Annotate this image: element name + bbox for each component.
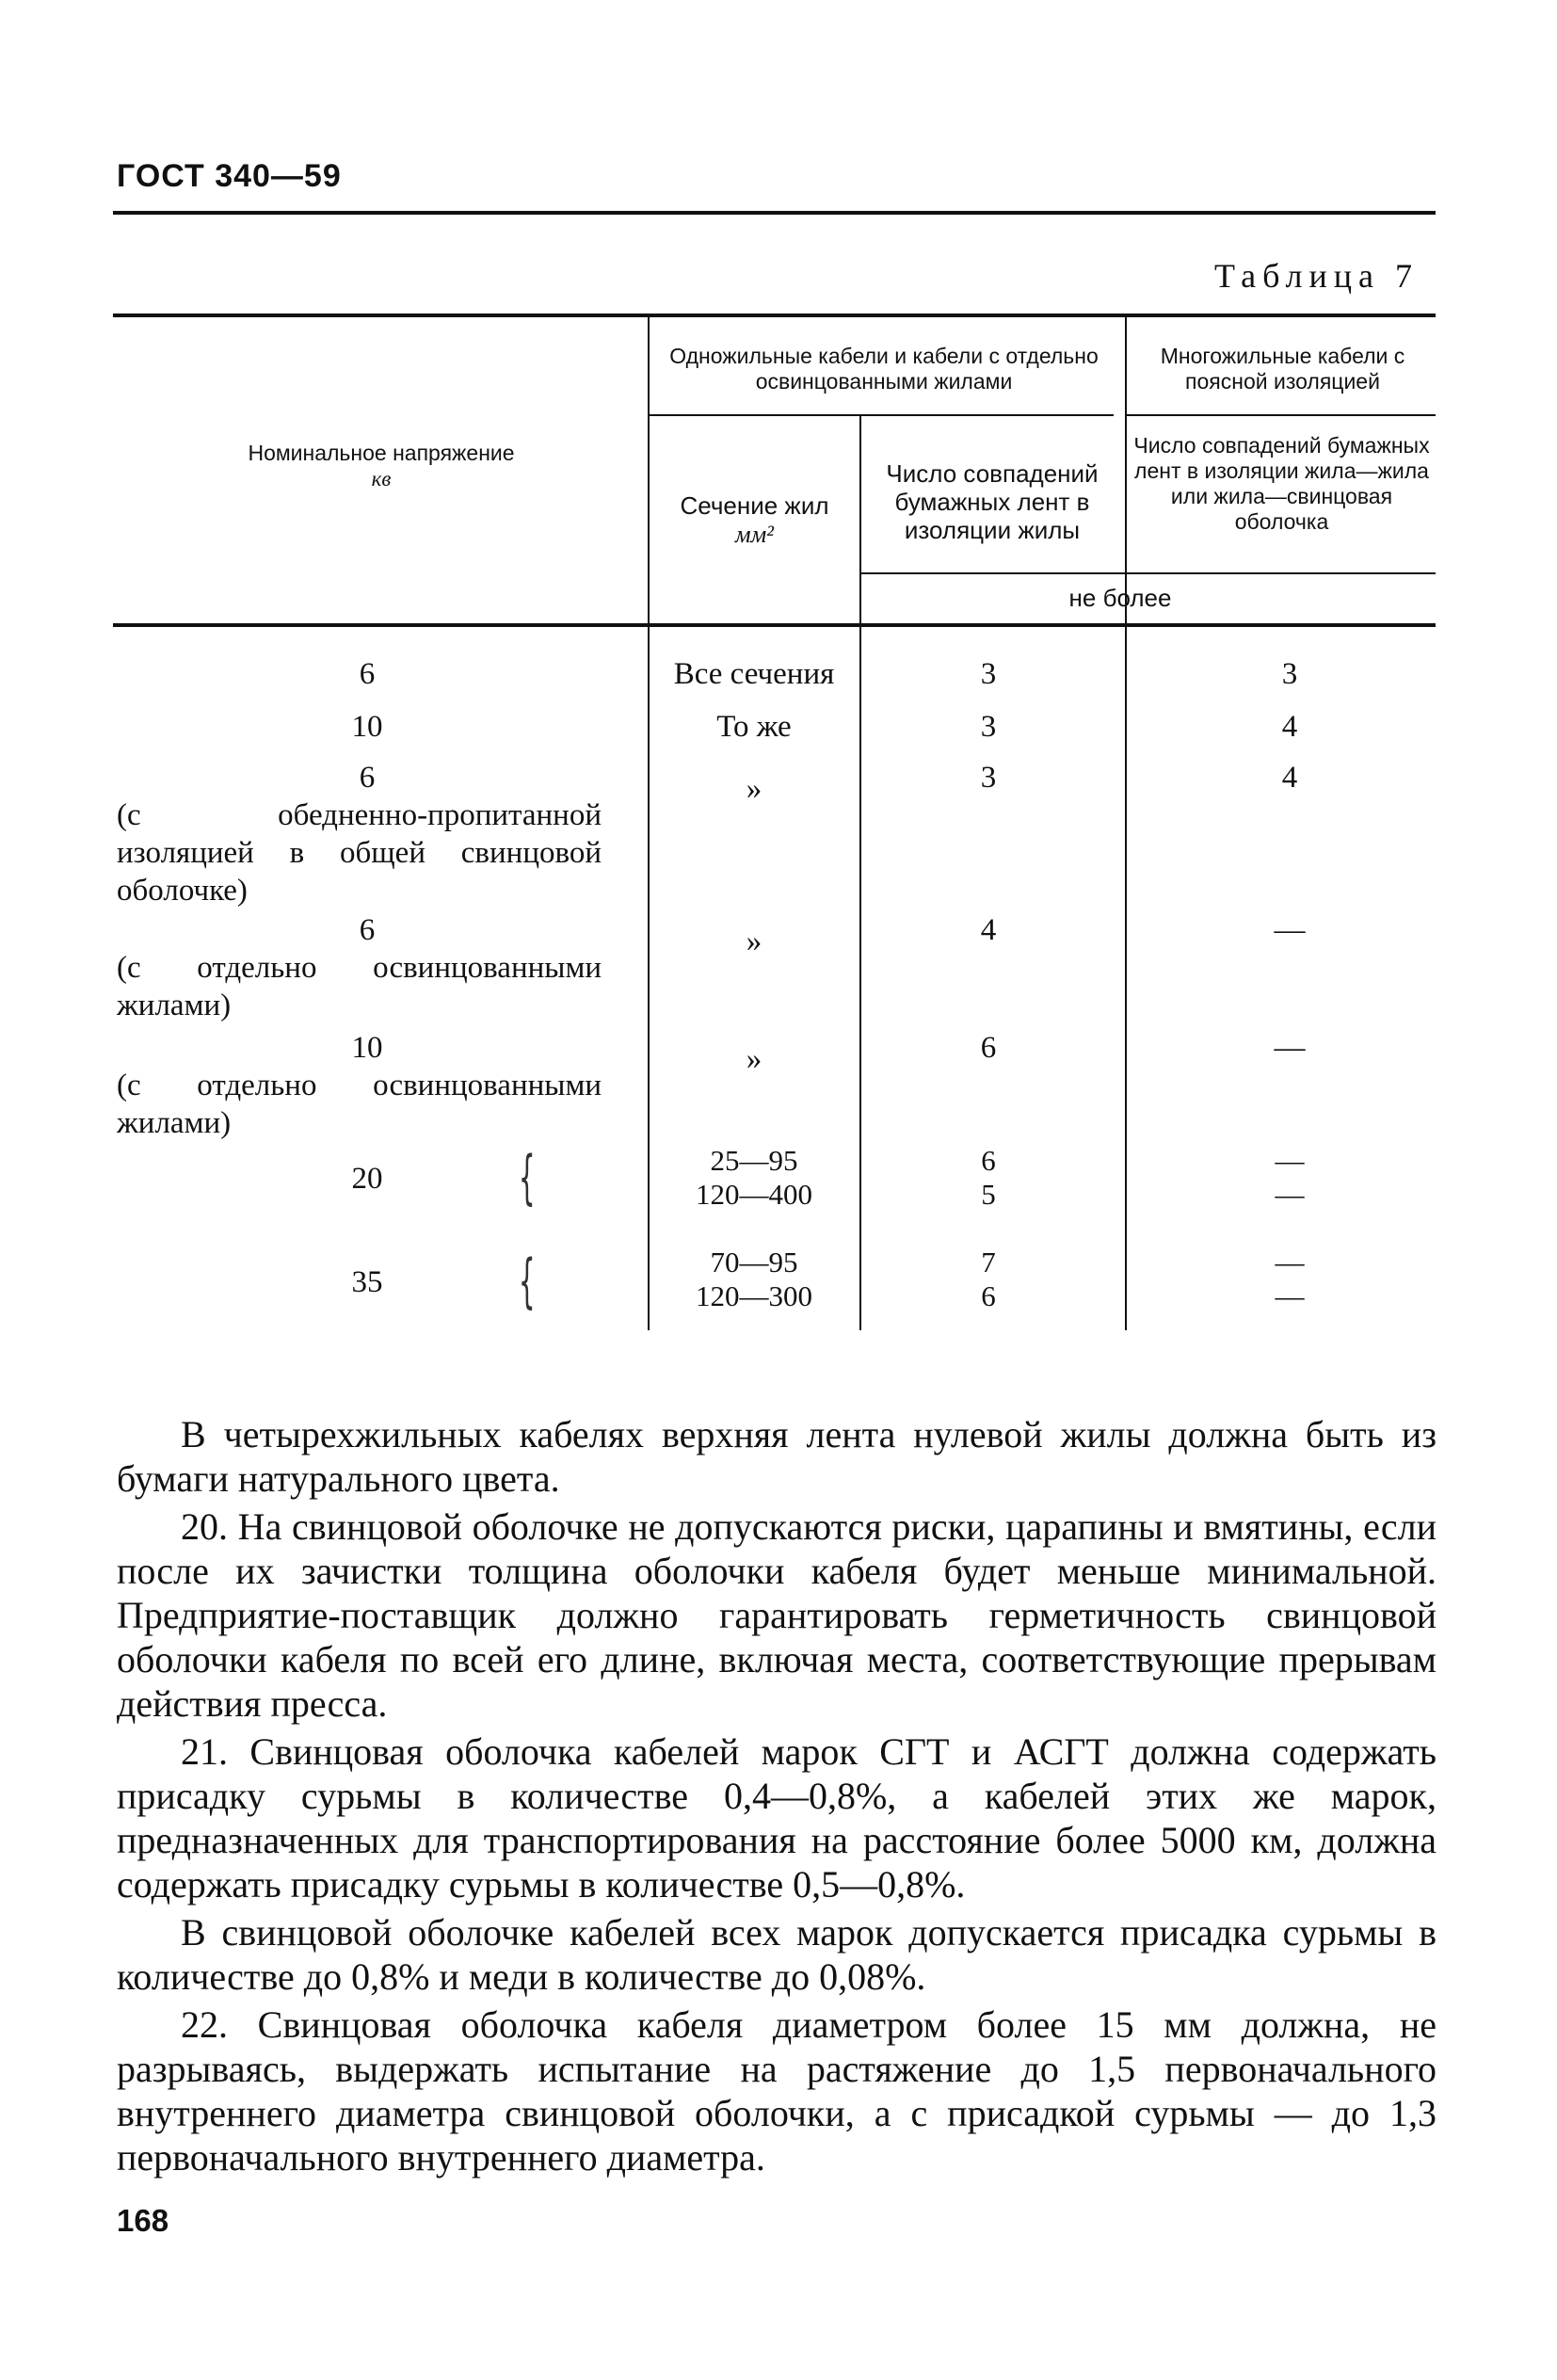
col-header-section-unit: мм² <box>735 521 774 548</box>
row7-brace: { <box>518 1246 536 1315</box>
row7-single-b: 6 <box>981 1279 996 1312</box>
row4-note: (с отдельно освинцованными жилами) <box>117 951 602 1022</box>
row7-section-b: 120—300 <box>696 1279 812 1312</box>
table-top-rule <box>113 314 1436 317</box>
row7-voltage: 35 <box>351 1265 383 1299</box>
row7-single-a: 7 <box>981 1246 996 1278</box>
col-header-not-more: не более <box>1068 584 1172 612</box>
table-label: Таблица 7 <box>1214 257 1419 295</box>
document-header: ГОСТ 340—59 <box>117 158 342 194</box>
row3-multi: 4 <box>1281 761 1298 795</box>
row7-multi-a: — <box>1275 1246 1305 1278</box>
body-text <box>117 1412 1437 2183</box>
row3-single: 3 <box>980 761 997 795</box>
paragraph-5: 22. Свинцовая оболочка кабеля диаметром более 15 мм должна, не разрываясь, выдержать испытание на растяжение до 1,5 первоначального внутреннего диаметра свинцовой оболочки, а с присадкой сурьмы — до 1,3 первоначального внутреннего диаметра. <box>117 2003 1437 2179</box>
col-header-group-multi: Многожильные кабели с поясной изоляцией <box>1160 344 1405 394</box>
row6-single-b: 5 <box>981 1178 996 1211</box>
row6-multi-b: — <box>1275 1178 1305 1211</box>
paragraph-4: В свинцовой оболочке кабелей всех марок допускается присадка сурьмы в количестве до 0,8% и меди в количестве до 0,08%. <box>117 1911 1437 1998</box>
row6-brace: { <box>518 1143 536 1212</box>
header-subrule-notmore <box>861 572 1436 574</box>
row4-multi: — <box>1274 913 1306 947</box>
row1-voltage: 6 <box>359 657 376 691</box>
header-bottom-rule <box>113 623 1436 627</box>
row5-single: 6 <box>980 1031 997 1065</box>
row1-multi: 3 <box>1281 657 1298 691</box>
row7-section-a: 70—95 <box>710 1246 798 1278</box>
row5-voltage: 10 <box>351 1031 383 1065</box>
paragraph-3: 21. Свинцовая оболочка кабелей марок СГТ и АСГТ должна содержать присадку сурьмы в количестве 0,4—0,8%, а кабелей этих же марок, предназначенных для транспортирования на расстояние более 5000 км, должна содержать присадку сурьмы в количестве 0,5—0,8%. <box>117 1730 1437 1906</box>
row5-note: (с отдельно освинцованными жилами) <box>117 1069 602 1140</box>
col-header-coincide-single: Число совпадений бумажных лент в изоляции жилы <box>886 459 1099 544</box>
col-header-voltage-unit: кв <box>371 467 392 490</box>
row3-voltage: 6 <box>359 761 376 795</box>
paragraph-2: 20. На свинцовой оболочке не допускаются риски, царапины и вмятины, если после их зачистки толщина оболочки кабеля будет меньше минимальной. Предприятие-поставщик должно гарантировать герметичность свинцовой оболочки кабеля по всей его длине, включая места, соответствующие прерывам действия пресса. <box>117 1505 1437 1725</box>
col-header-section-label: Сечение жил <box>680 491 829 520</box>
row3-section: » <box>746 772 762 806</box>
row5-multi: — <box>1274 1031 1306 1065</box>
row1-section: Все сечения <box>673 657 835 691</box>
paragraph-1: В четырехжильных кабелях верхняя лента нулевой жилы должна быть из бумаги натурального цвета. <box>117 1413 1437 1500</box>
row2-single: 3 <box>980 710 997 744</box>
row6-single-a: 6 <box>981 1144 996 1177</box>
row2-multi: 4 <box>1281 710 1298 744</box>
row3-note: (с обедненно-пропитанной изоляцией в общей свинцовой оболочке) <box>117 798 602 908</box>
header-subrule-right <box>1125 414 1436 416</box>
row4-single: 4 <box>980 913 997 947</box>
col-header-voltage <box>198 441 565 491</box>
col-header-section <box>653 491 856 549</box>
row6-section-a: 25—95 <box>710 1144 798 1177</box>
col-header-voltage-label: Номинальное напряжение <box>248 441 515 465</box>
row2-voltage: 10 <box>351 710 383 744</box>
row5-section: » <box>746 1042 762 1076</box>
row4-section: » <box>746 925 762 958</box>
row7-multi-b: — <box>1275 1279 1305 1312</box>
row6-voltage: 20 <box>351 1162 383 1196</box>
col-header-group-single: Одножильные кабели и кабели с отдельно освинцованными жилами <box>669 344 1099 394</box>
row4-voltage: 6 <box>359 913 376 947</box>
row6-section-b: 120—400 <box>696 1178 812 1211</box>
col-divider-2 <box>859 414 861 1330</box>
col-header-coincide-multi: Число совпадений бумажных лент в изоляции жила—жила или жила—свинцовая оболочка <box>1133 433 1430 534</box>
page-number: 168 <box>117 2203 169 2238</box>
col-divider-3 <box>1125 314 1127 1330</box>
header-subrule-left <box>648 414 1114 416</box>
row6-multi-a: — <box>1275 1144 1305 1177</box>
row2-section: То же <box>716 710 792 744</box>
row1-single: 3 <box>980 657 997 691</box>
